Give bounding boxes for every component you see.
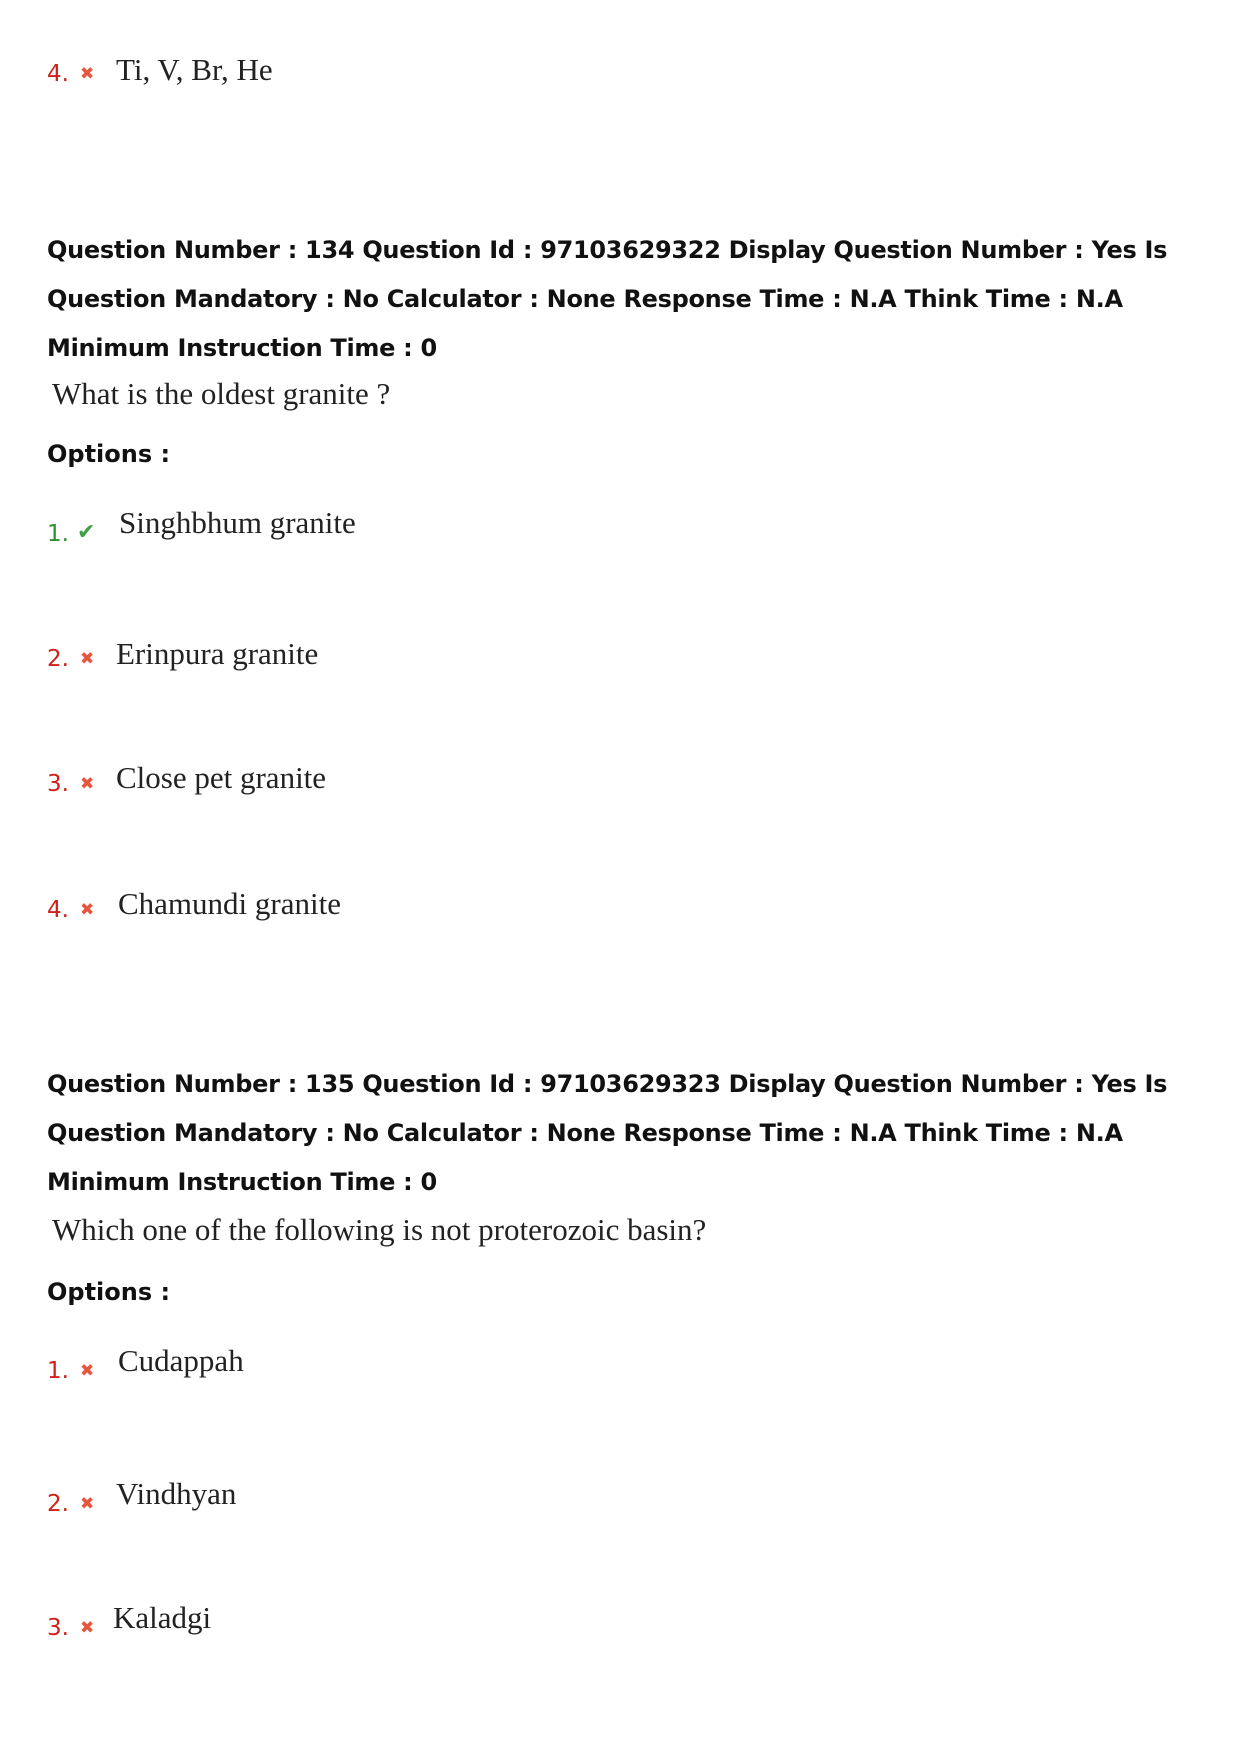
option-item — [47, 886, 647, 936]
check-mark-icon: ✔ — [77, 520, 96, 545]
option-item — [47, 1343, 647, 1393]
question-meta: Question Number : 134 Question Id : 97103629322 Display Question Number : Yes Is Question Mandatory : No Calculator : None Response Time : N.A Think Time : N.A Minimum Instruction Time : 0 — [47, 236, 1168, 362]
option-text: Vindhyan — [116, 1476, 237, 1511]
option-number: 2. — [47, 646, 69, 672]
options-label: Options : — [47, 440, 171, 468]
question-text: What is the oldest granite ? — [52, 376, 391, 411]
option-number: 4. — [47, 61, 69, 87]
option-item — [47, 636, 647, 686]
cross-mark-icon: ✖ — [80, 649, 95, 669]
option-text: Ti, V, Br, He — [116, 52, 273, 87]
option-number: 3. — [47, 771, 69, 797]
option-text: Chamundi granite — [118, 886, 341, 921]
question-text: Which one of the following is not proterozoic basin? — [52, 1212, 707, 1247]
option-text: Cudappah — [118, 1343, 244, 1378]
option-item — [47, 1476, 647, 1526]
option-text: Singhbhum granite — [119, 505, 356, 540]
option-number: 3. — [47, 1615, 69, 1641]
option-item — [47, 1600, 647, 1650]
cross-mark-icon: ✖ — [80, 1361, 95, 1381]
option-number: 4. — [47, 897, 69, 923]
option-text: Erinpura granite — [116, 636, 319, 671]
option-item — [47, 52, 647, 102]
option-number: 1. — [47, 1358, 69, 1384]
option-item — [47, 760, 647, 810]
option-number: 1. — [47, 521, 69, 547]
option-number: 2. — [47, 1491, 69, 1517]
question-meta: Question Number : 135 Question Id : 97103629323 Display Question Number : Yes Is Question Mandatory : No Calculator : None Response Time : N.A Think Time : N.A Minimum Instruction Time : 0 — [47, 1070, 1168, 1196]
cross-mark-icon: ✖ — [80, 1618, 95, 1638]
cross-mark-icon: ✖ — [80, 774, 95, 794]
option-item — [47, 505, 647, 555]
cross-mark-icon: ✖ — [80, 900, 95, 920]
option-text: Close pet granite — [116, 760, 327, 795]
options-label: Options : — [47, 1278, 171, 1306]
option-text: Kaladgi — [113, 1600, 212, 1635]
cross-mark-icon: ✖ — [80, 64, 95, 84]
cross-mark-icon: ✖ — [80, 1494, 95, 1514]
